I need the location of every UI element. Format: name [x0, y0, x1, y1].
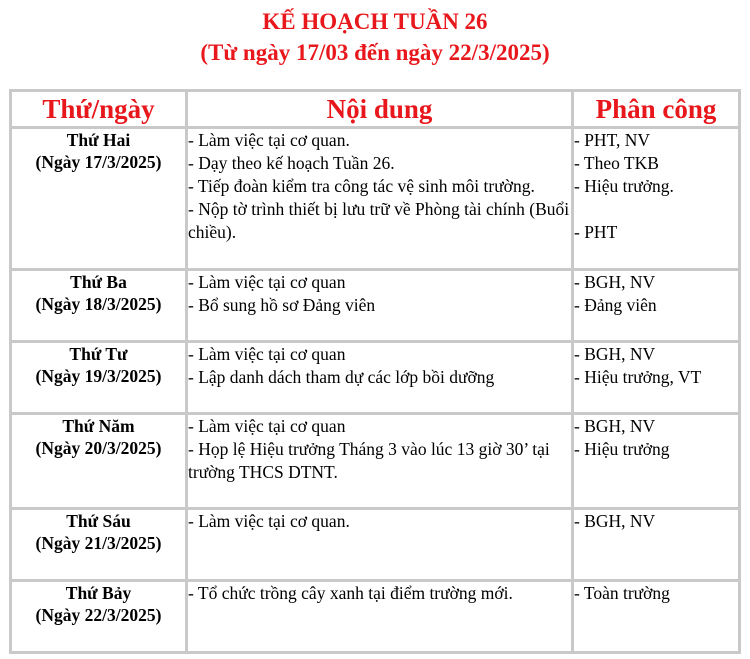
content-cell: [187, 342, 573, 414]
assignment-item: - Toàn trường: [574, 583, 670, 603]
weekly-plan-table: [9, 89, 741, 654]
content-item: - Dạy theo kế hoạch Tuần 26.: [188, 153, 395, 173]
day-date: (Ngày 18/3/2025): [35, 294, 162, 314]
table-row: [11, 270, 740, 342]
assignment-cell: [573, 509, 740, 581]
content-item: - Bổ sung hồ sơ Đảng viên: [188, 295, 376, 315]
day-name: Thứ Ba: [70, 272, 127, 292]
content-item: - Lập danh dách tham dự các lớp bồi dưỡng: [188, 367, 495, 387]
content-item: - Làm việc tại cơ quan.: [188, 511, 350, 531]
content-item: - Làm việc tại cơ quan: [188, 272, 346, 292]
content-cell: [187, 581, 573, 653]
assignment-item: - Hiệu trưởng.: [574, 176, 674, 196]
table-row: [11, 581, 740, 653]
day-cell: [11, 509, 187, 581]
assignment-item: - Hiệu trưởng: [574, 439, 670, 459]
day-cell: [11, 581, 187, 653]
column-header-assignment: Phân công: [573, 91, 740, 128]
assignment-item: - Hiệu trưởng, VT: [574, 367, 702, 387]
assignment-item: - PHT, NV: [574, 130, 650, 150]
day-date: (Ngày 19/3/2025): [35, 366, 162, 386]
content-item: - Làm việc tại cơ quan: [188, 344, 346, 364]
table-row: [11, 509, 740, 581]
content-cell: [187, 270, 573, 342]
day-name: Thứ Tư: [69, 344, 128, 364]
assignment-item: - PHT: [574, 222, 618, 242]
day-name: Thứ Năm: [62, 416, 135, 436]
day-date: (Ngày 20/3/2025): [35, 438, 162, 458]
table-row: [11, 414, 740, 509]
content-item: - Tổ chức trồng cây xanh tại điểm trường mới.: [188, 583, 513, 603]
assignment-item: - BGH, NV: [574, 344, 656, 364]
page-title: KẾ HOẠCH TUẦN 26: [262, 9, 488, 34]
content-cell: [187, 414, 573, 509]
day-name: Thứ Bảy: [65, 583, 132, 603]
assignment-cell: [573, 581, 740, 653]
day-cell: [11, 128, 187, 270]
day-cell: [11, 270, 187, 342]
column-header-day: Thứ/ngày: [11, 91, 187, 128]
day-cell: [11, 342, 187, 414]
assignment-item: - BGH, NV: [574, 272, 656, 292]
assignment-item: - Theo TKB: [574, 153, 659, 173]
table-row: [11, 342, 740, 414]
assignment-cell: [573, 128, 740, 270]
table-header-row: [11, 91, 740, 128]
assignment-item: - BGH, NV: [574, 511, 656, 531]
day-cell: [11, 414, 187, 509]
table-row: [11, 128, 740, 270]
content-item: - Họp lệ Hiệu trưởng Tháng 3 vào lúc 13 giờ 30’ tại trường THCS DTNT.: [188, 439, 550, 482]
content-item: - Nộp tờ trình thiết bị lưu trữ về Phòng tài chính (Buổi chiều).: [188, 199, 570, 242]
day-name: Thứ Sáu: [66, 511, 131, 531]
assignment-item: - BGH, NV: [574, 416, 656, 436]
content-item: - Làm việc tại cơ quan.: [188, 130, 350, 150]
content-cell: [187, 128, 573, 270]
assignment-item: - Đảng viên: [574, 295, 657, 315]
day-date: (Ngày 21/3/2025): [35, 533, 162, 553]
content-item: - Tiếp đoàn kiểm tra công tác vệ sinh môi trường.: [188, 176, 535, 196]
column-header-content: Nội dung: [187, 91, 573, 128]
assignment-cell: [573, 414, 740, 509]
content-cell: [187, 509, 573, 581]
day-date: (Ngày 17/3/2025): [35, 152, 162, 172]
assignment-cell: [573, 342, 740, 414]
content-item: - Làm việc tại cơ quan: [188, 416, 346, 436]
assignment-cell: [573, 270, 740, 342]
day-date: (Ngày 22/3/2025): [35, 605, 162, 625]
day-name: Thứ Hai: [66, 130, 131, 150]
page-subtitle: (Từ ngày 17/03 đến ngày 22/3/2025): [200, 40, 550, 65]
